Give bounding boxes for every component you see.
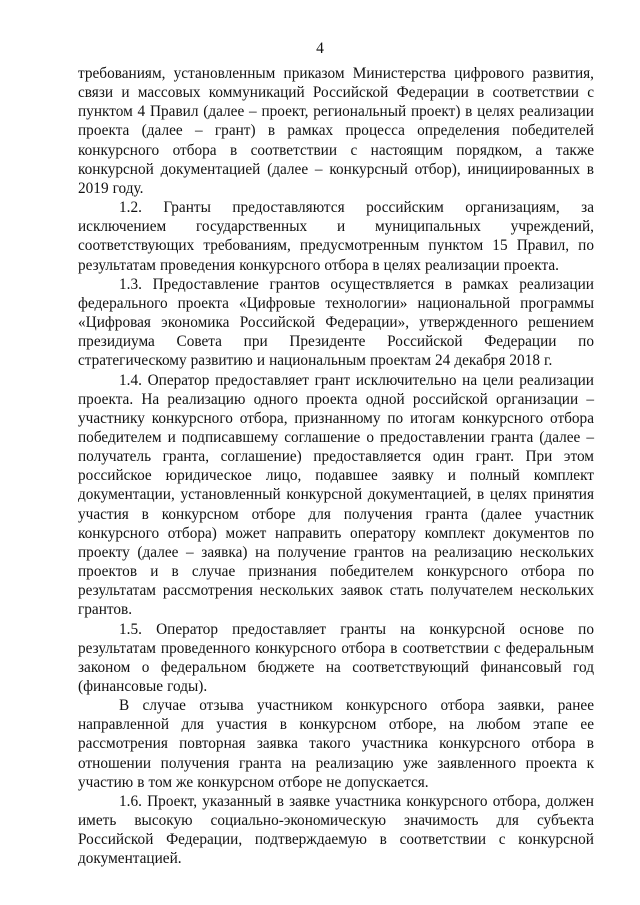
paragraph-continuation: требованиям, установленным приказом Министерства цифрового развития, связи и массовых коммуникаций Российской Федерации в соответствии с пунктом 4 Правил (далее – проект, региональный проект) в целях реализации проекта (далее – грант) в рамках процесса определения победителей конкурсного отбора в соответствии с настоящим порядком, а также конкурсной документацией (далее – конкурсный отбор), инициированных в 2019 году.: [78, 65, 594, 197]
paragraph-1-6: 1.6. Проект, указанный в заявке участника конкурсного отбора, должен иметь высокую социально-экономическую значимость для субъекта Российской Федерации, подтверждаемую в соответствии с конкурсной документацией.: [78, 792, 594, 868]
paragraph-1-3: 1.3. Предоставление грантов осуществляется в рамках реализации федерального проекта «Цифровые технологии» национальной программы «Цифровая экономика Российской Федерации», утвержденного решением президиума Совета при Президенте Российской Федерации по стратегическому развитию и национальным проектам 24 декабря 2018 г.: [78, 275, 594, 370]
paragraph-1-4: 1.4. Оператор предоставляет грант исключительно на цели реализации проекта. На реализацию одного проекта одной российской организации – участнику конкурсного отбора, признанному по итогам конкурсного отбора победителем и подписавшему соглашение о предоставлении гранта (далее – получатель гранта, соглашение) предоставляется один грант. При этом российское юридическое лицо, подавшее заявку и полный комплект документации, установленный конкурсной документацией, в целях принятия участия в конкурсном отборе для получения гранта (далее участник конкурсного отбора) может направить оператору комплект документов по проекту (далее – заявка) на получение грантов на реализацию нескольких проектов и в случае признания победителем конкурсного отбора по результатам рассмотрения нескольких заявок стать получателем нескольких грантов.: [78, 371, 594, 619]
document-body: [78, 64, 594, 869]
paragraph-withdrawal: В случае отзыва участником конкурсного отбора заявки, ранее направленной для участия в конкурсном отборе, на любом этапе ее рассмотрения повторная заявка такого участника конкурсного отбора в отношении получения гранта на реализацию уже заявленного проекта к участию в том же конкурсном отборе не допускается.: [78, 697, 594, 791]
page-number: 4: [316, 40, 324, 57]
paragraph-1-2: 1.2. Гранты предоставляются российским организациям, за исключением государственных и муниципальных учреждений, соответствующих требованиям, предусмотренным пунктом 15 Правил, по результатам проведения конкурсного отбора в целях реализации проекта.: [78, 199, 594, 274]
paragraph-1-5: 1.5. Оператор предоставляет гранты на конкурсной основе по результатам проведенного конкурсного отбора в соответствии с федеральным законом о федеральном бюджете на соответствующий финансовый год (финансовые годы).: [78, 620, 594, 695]
